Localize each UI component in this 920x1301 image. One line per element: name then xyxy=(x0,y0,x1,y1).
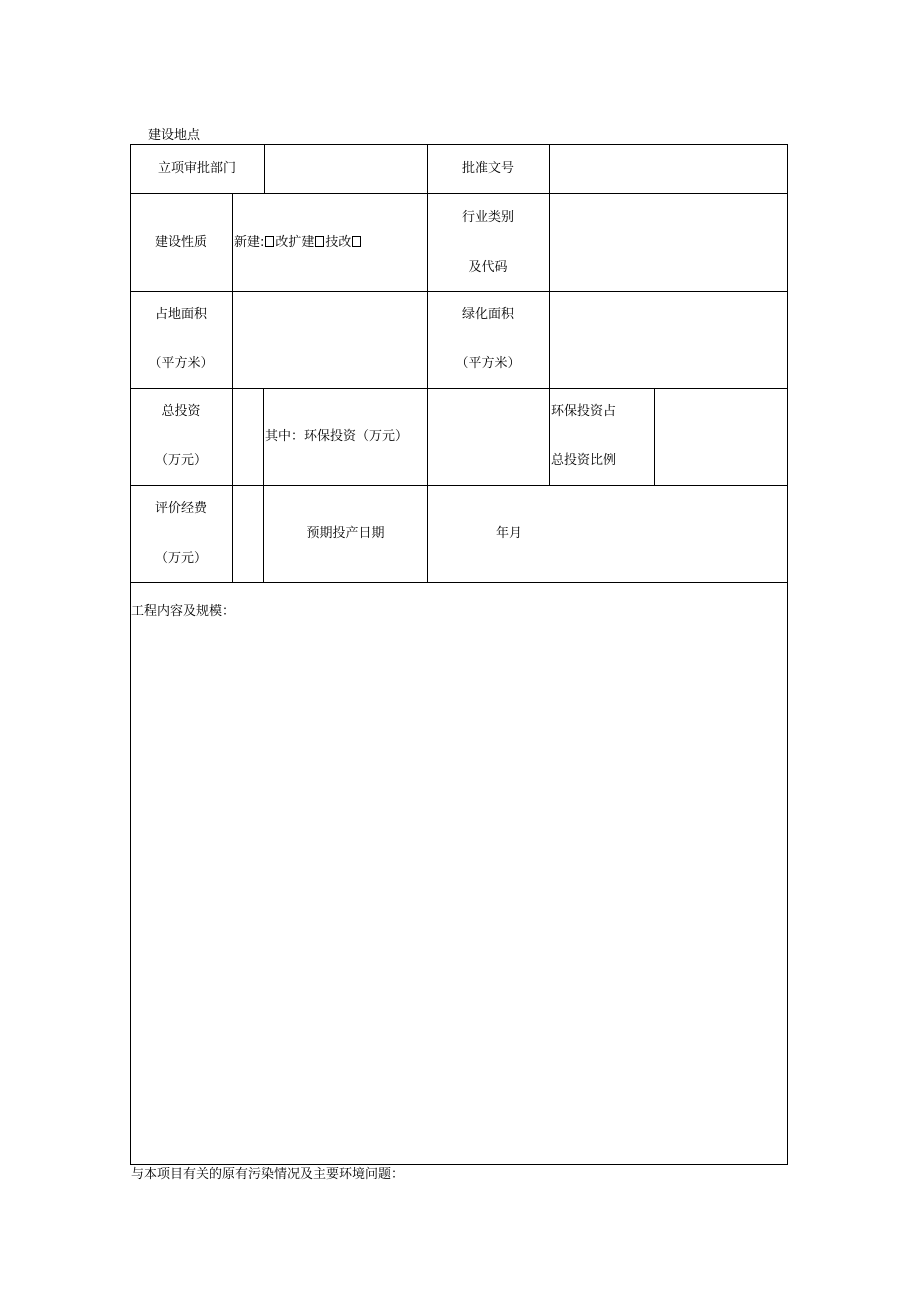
option-expand-label: 改扩建 xyxy=(275,235,315,250)
env-ratio-field[interactable] xyxy=(656,390,786,484)
green-area-field[interactable] xyxy=(551,293,786,387)
evaluation-fee-label: 评价经费 xyxy=(154,501,207,516)
green-area-unit: （平方米） xyxy=(455,356,521,371)
expected-production-date-value[interactable]: 年月 xyxy=(496,526,523,541)
expected-production-date-label: 预期投产日期 xyxy=(306,526,385,541)
checkbox-upgrade[interactable] xyxy=(315,236,324,247)
env-ratio-label: 环保投资占 xyxy=(551,404,617,419)
land-area-label: 占地面积 xyxy=(154,307,207,322)
evaluation-fee-field[interactable] xyxy=(234,487,262,581)
construction-site-label: 建设地点 xyxy=(148,128,201,143)
approval-dept-field[interactable] xyxy=(266,146,426,192)
evaluation-fee-unit: （万元） xyxy=(154,551,207,566)
total-investment-unit: （万元） xyxy=(154,453,207,468)
env-ratio-label-2: 总投资比例 xyxy=(551,453,617,468)
existing-pollution-label: 与本项目有关的原有污染情况及主要环境问题： xyxy=(131,1167,405,1182)
total-investment-label: 总投资 xyxy=(161,404,201,419)
land-area-field[interactable] xyxy=(234,293,426,387)
env-investment-field[interactable] xyxy=(429,390,548,484)
project-scope-label: 工程内容及规模： xyxy=(131,604,236,619)
checkbox-expand[interactable] xyxy=(265,236,274,247)
option-upgrade-label: 技改 xyxy=(325,235,352,250)
construction-nature-options xyxy=(234,235,362,251)
total-investment-field[interactable] xyxy=(234,390,262,484)
green-area-label: 绿化面积 xyxy=(461,307,514,322)
approval-dept-label: 立项审批部门 xyxy=(157,161,236,176)
industry-category-label: 行业类别 xyxy=(461,210,514,225)
industry-code-field[interactable] xyxy=(551,195,786,290)
industry-code-label: 及代码 xyxy=(468,260,508,275)
checkbox-upgrade-end[interactable] xyxy=(352,236,361,247)
env-investment-label: 其中：环保投资（万元） xyxy=(265,429,409,444)
land-area-unit: （平方米） xyxy=(148,356,214,371)
option-new-label: 新建: xyxy=(234,235,265,250)
approval-number-field[interactable] xyxy=(551,146,786,192)
construction-nature-label: 建设性质 xyxy=(154,235,207,250)
project-scope-field[interactable] xyxy=(132,624,786,1162)
approval-number-label: 批准文号 xyxy=(461,161,514,176)
